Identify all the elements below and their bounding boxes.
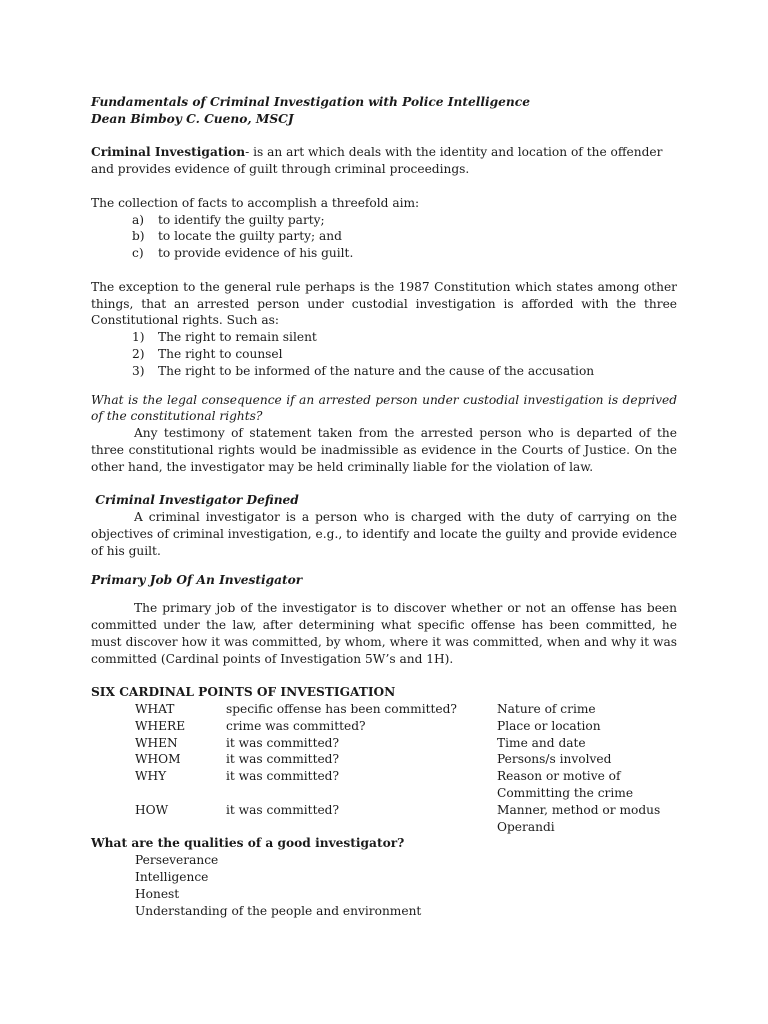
cardinal-phrase: it was committed? xyxy=(226,802,340,817)
cardinal-word xyxy=(91,785,226,802)
list-item xyxy=(91,329,677,346)
investigator-defined-heading: Criminal Investigator Defined xyxy=(91,493,299,508)
rights-list xyxy=(91,329,677,379)
list-marker: b) xyxy=(132,229,145,244)
cardinal-word: WHEN xyxy=(135,735,178,750)
cardinal-meaning: Nature of crime xyxy=(497,702,596,717)
aims-intro: The collection of facts to accomplish a threefold aim: xyxy=(91,195,420,210)
cardinal-meaning: Manner, method or modus xyxy=(497,802,661,817)
cardinal-word: WHAT xyxy=(135,702,175,717)
cardinal-phrase xyxy=(226,819,497,836)
qualities-heading: What are the qualities of a good investigator? xyxy=(91,836,405,851)
list-marker: 3) xyxy=(132,363,145,378)
list-item: Perseverance xyxy=(135,853,219,868)
cardinal-phrase: crime was committed? xyxy=(226,718,366,733)
cardinal-phrase xyxy=(226,785,497,802)
aims-list xyxy=(91,212,677,262)
table-row xyxy=(91,735,677,752)
cardinal-phrase: it was committed? xyxy=(226,752,340,767)
consequence-answer: Any testimony of statement taken from the arrested person who is departed of the three constitutional rights would be inadmissible as evidence in the Courts of Justice. On the other hand, the investigator may be held criminally liable for the violation of law. xyxy=(91,426,677,474)
list-text: The right to remain silent xyxy=(158,330,317,345)
cardinal-word: WHOM xyxy=(135,752,181,767)
definition-paragraph xyxy=(91,144,677,178)
cardinal-word: WHY xyxy=(135,769,167,784)
table-row xyxy=(91,751,677,768)
list-item: Understanding of the people and environment xyxy=(135,903,422,918)
cardinal-points-table xyxy=(91,701,677,835)
list-item xyxy=(91,363,677,380)
cardinal-meaning: Place or location xyxy=(497,718,601,733)
cardinal-phrase: specific offense has been committed? xyxy=(226,702,457,717)
investigator-defined-text: A criminal investigator is a person who is charged with the duty of carrying on the objectives of criminal investigation, e.g., to identify and locate the guilty and provide evidence of his guilt. xyxy=(91,510,677,558)
cardinal-meaning: Committing the crime xyxy=(497,786,634,801)
document-body xyxy=(91,94,677,919)
list-text: The right to be informed of the nature and the cause of the accusation xyxy=(158,363,595,378)
table-row xyxy=(91,819,677,836)
list-text: to identify the guilty party; xyxy=(158,212,325,227)
list-marker: a) xyxy=(132,212,145,227)
table-row xyxy=(91,802,677,819)
cardinal-phrase: it was committed? xyxy=(226,735,340,750)
table-row xyxy=(91,785,677,802)
document-title: Fundamentals of Criminal Investigation with Police Intelligence xyxy=(91,95,530,109)
exception-paragraph: The exception to the general rule perhaps is the 1987 Constitution which states among other things, that an arrested person under custodial investigation is afforded with the three Constitutional rights. Such as: xyxy=(91,279,677,328)
cardinal-phrase: it was committed? xyxy=(226,769,340,784)
list-item xyxy=(91,228,677,245)
list-marker: 1) xyxy=(132,330,145,345)
cardinal-meaning: Persons/s involved xyxy=(497,752,612,767)
table-row xyxy=(91,768,677,785)
cardinal-points-heading: SIX CARDINAL POINTS OF INVESTIGATION xyxy=(91,685,396,700)
consequence-question: What is the legal consequence if an arrested person under custodial investigation is deprived of the constitutional rights? xyxy=(91,392,677,424)
table-row xyxy=(91,718,677,735)
document-author: Dean Bimboy C. Cueno, MSCJ xyxy=(91,111,294,126)
cardinal-word xyxy=(91,819,226,836)
list-marker: 2) xyxy=(132,346,145,361)
list-text: The right to counsel xyxy=(158,346,283,361)
definition-text: - is an art which deals with the identity and location of the offender and provides evidence of guilt through criminal proceedings. xyxy=(91,145,663,177)
cardinal-meaning: Reason or motive of xyxy=(497,769,621,784)
list-item xyxy=(91,245,677,262)
table-row xyxy=(91,701,677,718)
list-item xyxy=(91,346,677,363)
list-text: to locate the guilty party; and xyxy=(158,229,342,244)
list-item xyxy=(91,212,677,229)
qualities-list xyxy=(91,852,677,919)
primary-job-heading: Primary Job Of An Investigator xyxy=(91,572,303,587)
list-marker: c) xyxy=(132,246,144,261)
primary-job-text: The primary job of the investigator is to discover whether or not an offense has been committed under the law, after determining what specific offense has been committed, he must discover how it was committed, by whom, where it was committed, when and why it was committed (Cardinal points of Investigation 5W’s and 1H). xyxy=(91,601,677,666)
cardinal-word: WHERE xyxy=(135,718,186,733)
list-item: Honest xyxy=(135,886,180,901)
cardinal-meaning: Operandi xyxy=(497,819,555,834)
list-item: Intelligence xyxy=(135,870,209,885)
definition-term: Criminal Investigation xyxy=(91,145,246,160)
list-text: to provide evidence of his guilt. xyxy=(158,246,354,261)
cardinal-meaning: Time and date xyxy=(497,735,586,750)
cardinal-word: HOW xyxy=(135,802,169,817)
